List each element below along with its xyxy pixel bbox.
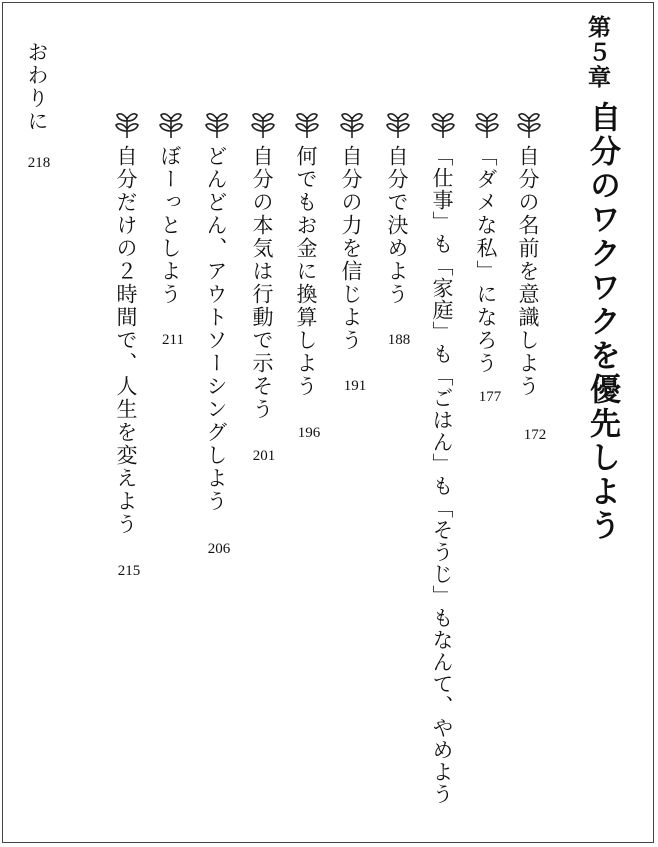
- toc-entry-title[interactable]: 「ダメな私」になろう: [474, 145, 498, 375]
- sprout-icon: [157, 109, 185, 139]
- sprout-icon: [293, 109, 321, 139]
- toc-entry-title[interactable]: 自分の力を信じよう: [339, 145, 363, 352]
- sprout-icon: [429, 109, 457, 139]
- toc-entry-title[interactable]: 何でもお金に換算しよう: [294, 145, 318, 398]
- closing-title[interactable]: おわりに: [25, 41, 49, 133]
- toc-page: [2, 2, 654, 843]
- toc-entry-page: 177: [478, 389, 502, 405]
- chapter-number: 第５章: [584, 15, 611, 90]
- toc-entry-page: 191: [343, 378, 367, 394]
- toc-entry-title[interactable]: 「仕事」も「家庭」も「ごはん」も「そうじ」もなんて、やめよう: [430, 145, 454, 805]
- sprout-icon: [338, 109, 366, 139]
- toc-entry-page: 188: [387, 332, 411, 348]
- sprout-icon: [249, 109, 277, 139]
- toc-entry-title[interactable]: 自分の名前を意識しよう: [516, 145, 540, 398]
- toc-entry-title[interactable]: 自分の本気は行動で示そう: [250, 145, 274, 421]
- chapter-title: 自分のワクワクを優先しよう: [584, 101, 620, 543]
- toc-entry-title[interactable]: ぼーっとしよう: [158, 145, 182, 306]
- toc-entry-page: 211: [162, 332, 184, 348]
- sprout-icon: [203, 109, 231, 139]
- toc-entry-page: 196: [297, 425, 321, 441]
- sprout-icon: [515, 109, 543, 139]
- toc-entry-page: 215: [117, 563, 141, 579]
- sprout-icon: [384, 109, 412, 139]
- toc-entry-title[interactable]: 自分で決めよう: [385, 145, 409, 306]
- closing-page: 218: [27, 155, 51, 171]
- toc-entry-page: 172: [523, 427, 547, 443]
- toc-entry-title[interactable]: 自分だけの２時間で、人生を変えよう: [114, 145, 138, 536]
- toc-entry-page: 201: [252, 448, 276, 464]
- sprout-icon: [113, 109, 141, 139]
- toc-entry-page: 206: [207, 541, 231, 557]
- sprout-icon: [473, 109, 501, 139]
- toc-entry-title[interactable]: どんどん、アウトソーシングしよう: [204, 145, 228, 513]
